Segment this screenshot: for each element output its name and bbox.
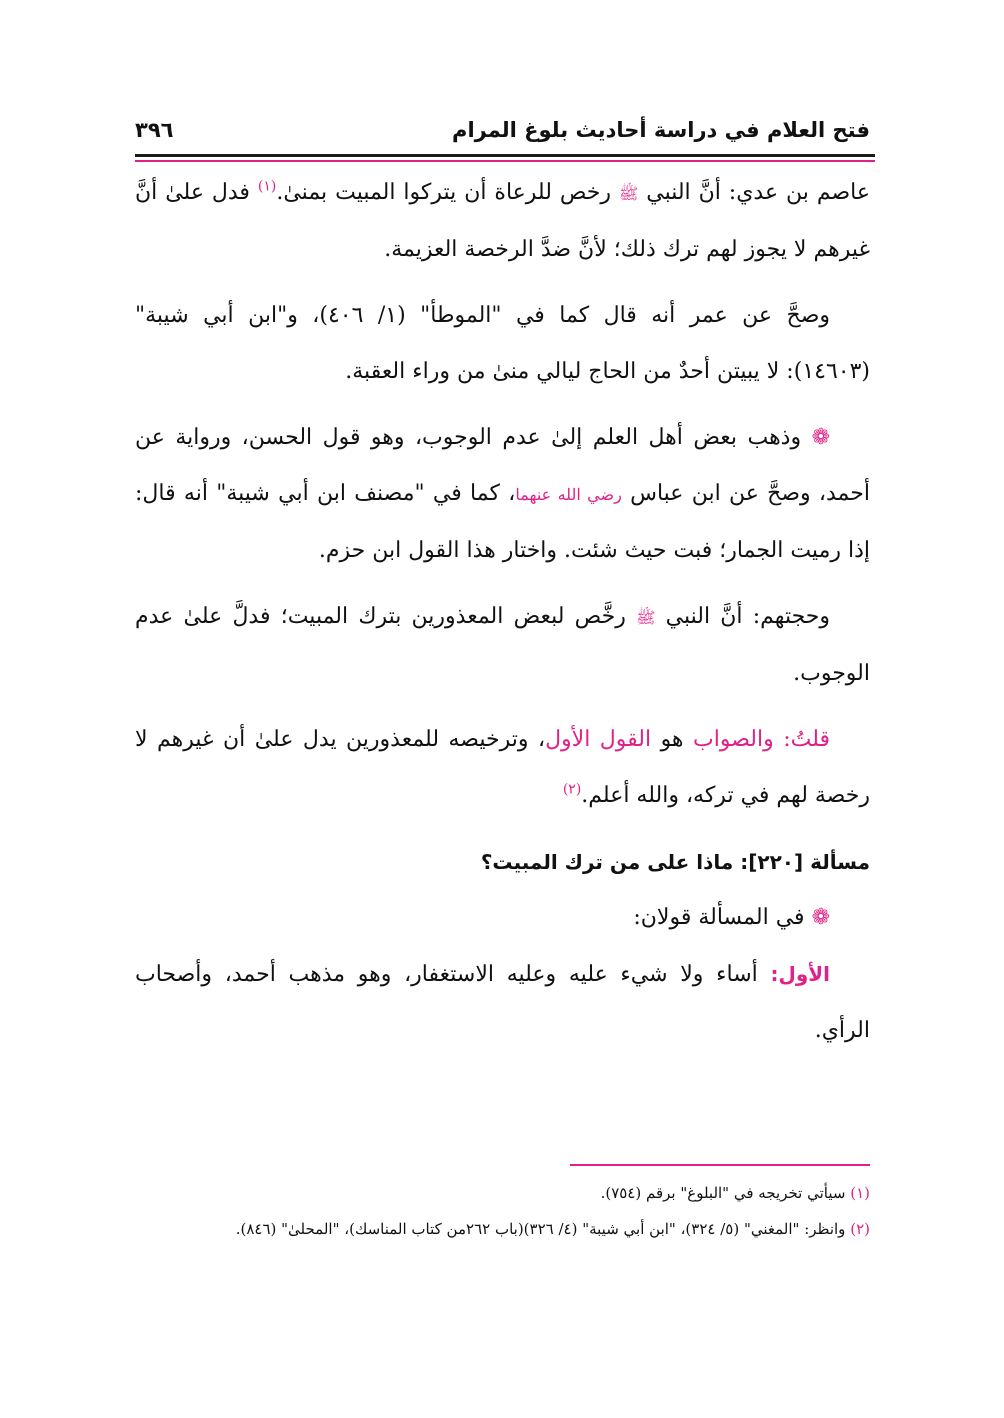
header-rule bbox=[135, 154, 875, 157]
paragraph-2: وصحَّ عن عمر أنه قال كما في "الموطأ" (١/ ٤٠٦)، و"ابن أبي شيبة" (١٤٦٠٣): لا يبيتن أحدٌ من الحاج ليالي منىٰ من وراء العقبة. bbox=[135, 303, 870, 384]
qult-label: قلتُ: bbox=[783, 727, 831, 752]
salutation-glyph: ﷺ bbox=[636, 608, 656, 627]
footnote-2: (٢) وانظر: "المغني" (٥/ ٣٢٤)، "ابن أبي شيبة" (٤/ ٣٢٦)(باب ٢٦٢من كتاب المناسك)، "المحلىٰ" (٨٤٦). bbox=[235, 1220, 870, 1238]
first-opinion-label: الأول: bbox=[770, 962, 830, 986]
footnote-ref-2[interactable]: (٢) bbox=[562, 781, 582, 798]
running-title: فتح العلام في دراسة أحاديث بلوغ المرام bbox=[452, 118, 870, 142]
flower-ornament-icon: ❁ bbox=[811, 425, 830, 450]
paragraph-3: ❁ وذهب بعض أهل العلم إلىٰ عدم الوجوب، وهو قول الحسن، ورواية عن أحمد، وصحَّ عن ابن عباس رضي الله عنهما، كما في "مصنف ابن أبي شيبة" أنه قال: إذا رميت الجمار؛ فبت حيث شئت. واختار هذا القول ابن حزم. bbox=[135, 425, 870, 563]
issue-heading: مسألة [٢٢٠]: ماذا على من ترك المبيت؟ bbox=[480, 850, 870, 874]
salutation-glyph: رضي الله عنهما bbox=[515, 485, 622, 504]
paragraph-7: الأول: أساء ولا شيء عليه وعليه الاستغفار، وهو مذهب أحمد، وأصحاب الرأي. bbox=[135, 962, 870, 1043]
salutation-glyph: ﷺ bbox=[618, 184, 639, 203]
quoted-source: "مصنف ابن أبي شيبة" bbox=[216, 481, 425, 506]
paragraph-4: وحجتهم: أنَّ النبي ﷺ رخَّص لبعض المعذورين بترك المبيت؛ فدلَّ علىٰ عدم الوجوب. bbox=[135, 604, 870, 686]
footnote-number: (١) bbox=[850, 1184, 870, 1202]
chosen-opinion: القول الأول bbox=[545, 727, 652, 752]
main-text bbox=[135, 165, 870, 1059]
header-accent-rule bbox=[135, 160, 875, 162]
page-number: ٣٩٦ bbox=[135, 118, 174, 142]
page-header bbox=[135, 118, 870, 154]
quoted-source: "ابن أبي شيبة" bbox=[135, 303, 288, 328]
paragraph-1: عاصم بن عدي: أنَّ النبي ﷺ رخص للرعاة أن يتركوا المبيت بمنىٰ.$^{(١)}$ فدل علىٰ أنَّ غيرهم لا يجوز لهم ترك ذلك؛ لأنَّ ضدَّ الرخصة العزيمة. bbox=[135, 178, 870, 262]
footnote-ref-1[interactable]: (١) bbox=[257, 178, 277, 195]
footnotes bbox=[135, 1178, 870, 1250]
flower-ornament-icon: ❁ bbox=[811, 905, 830, 930]
footnote-separator bbox=[570, 1164, 870, 1166]
paragraph-6: ❁ في المسألة قولان: bbox=[633, 905, 830, 930]
footnote-1: (١) سيأتي تخريجه في "البلوغ" برقم (٧٥٤). bbox=[600, 1184, 870, 1202]
sawab-label: والصواب bbox=[693, 727, 774, 752]
quoted-source: "الموطأ" bbox=[420, 303, 502, 328]
footnote-number: (٢) bbox=[850, 1220, 870, 1238]
paragraph-5: قلتُ: والصواب هو القول الأول، وترخيصه للمعذورين يدل علىٰ أن غيرهم لا رخصة لهم في تركه، والله أعلم.$^{(٢)}$ bbox=[135, 727, 870, 808]
